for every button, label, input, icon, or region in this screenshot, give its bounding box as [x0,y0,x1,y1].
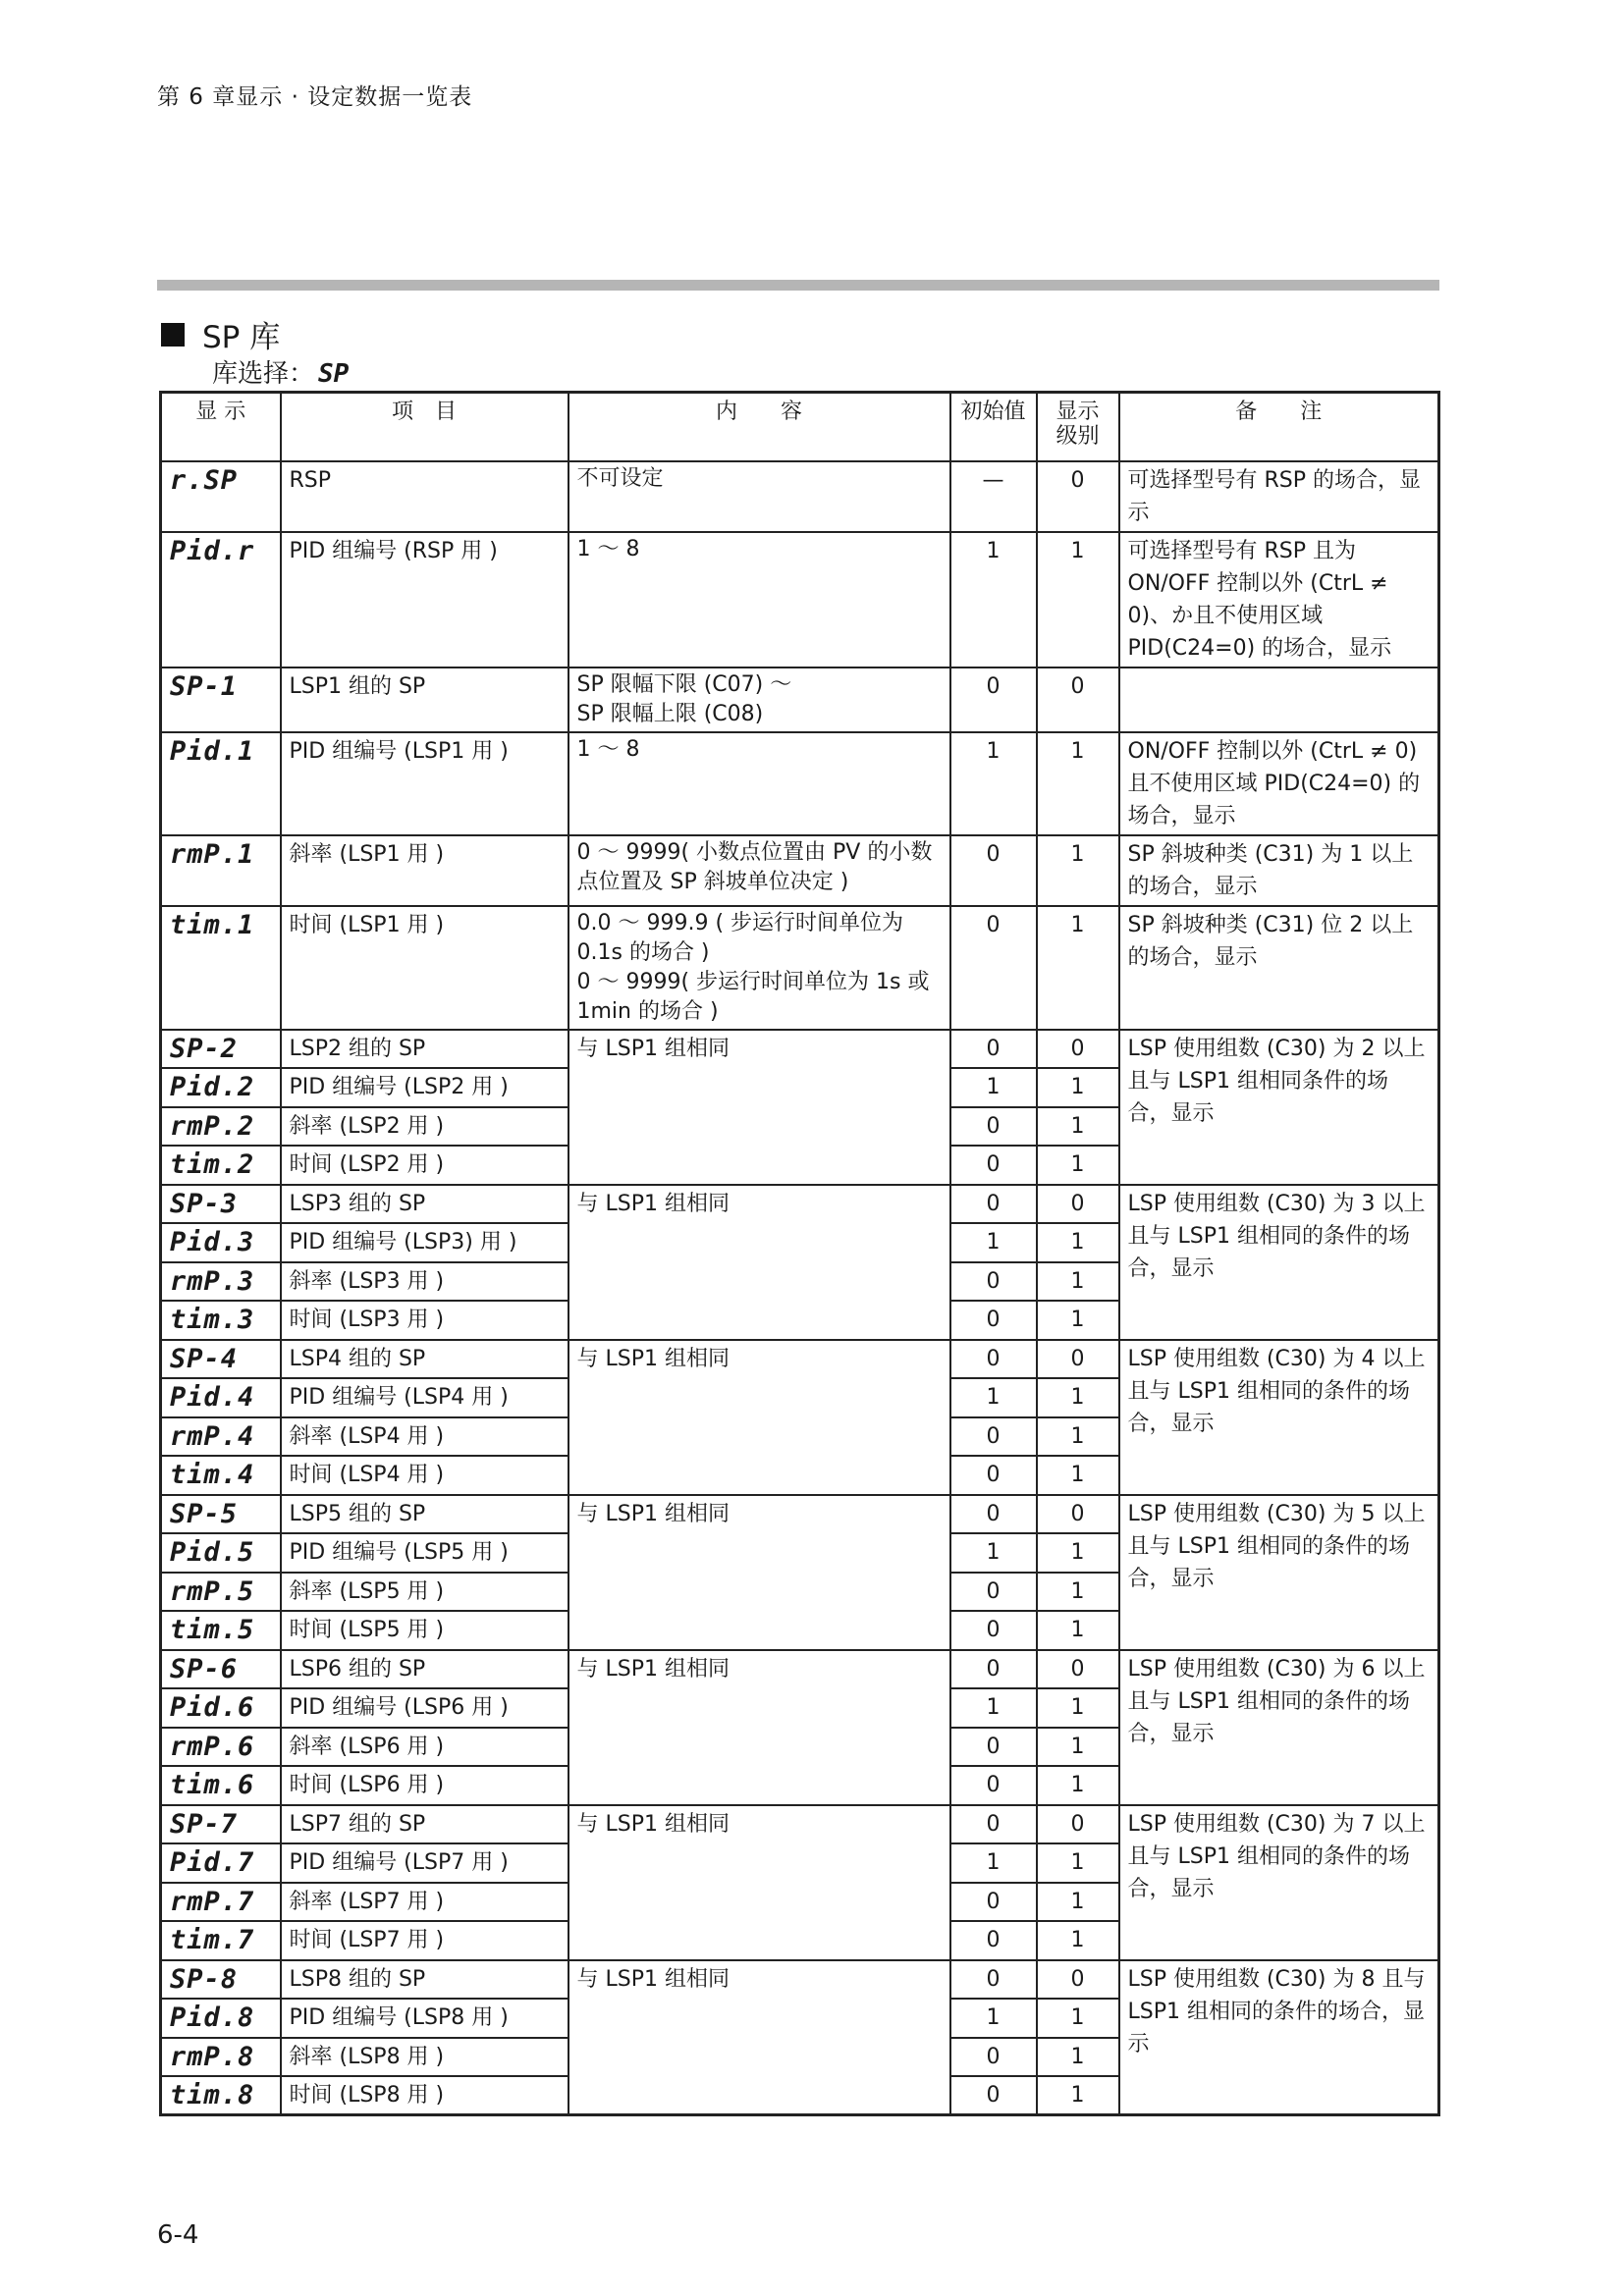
display-level: 1 [1037,2076,1119,2115]
display-code: Pid.5 [161,1533,281,1573]
display-code: tim.8 [161,2076,281,2115]
section-divider [157,280,1439,291]
display-level: 0 [1037,461,1119,532]
display-code: tim.5 [161,1611,281,1650]
initial-value: 0 [950,1960,1037,2000]
initial-value: 0 [950,1728,1037,1767]
table-row [161,906,1439,1030]
display-level: 1 [1037,1107,1119,1147]
display-code: Pid.7 [161,1843,281,1883]
note-cell: SP 斜坡种类 (C31) 为 1 以上的场合，显示 [1119,835,1439,906]
initial-value: 1 [950,1688,1037,1728]
display-level: 1 [1037,1883,1119,1922]
display-level: 1 [1037,732,1119,835]
display-level: 1 [1037,1533,1119,1573]
note-cell: LSP 使用组数 (C30) 为 7 以上且与 LSP1 组相同的条件的场合，显示 [1119,1805,1439,1960]
note-cell: 可选择型号有 RSP 且为 ON/OFF 控制以外 (CtrL ≠ 0)、か且不使用区域 PID(C24=0) 的场合，显示 [1119,532,1439,667]
display-level: 1 [1037,1573,1119,1612]
item-cell: 时间 (LSP5 用 ) [281,1611,568,1650]
initial-value: 0 [950,2038,1037,2077]
item-cell: 斜率 (LSP6 用 ) [281,1728,568,1767]
display-level: 1 [1037,1456,1119,1495]
display-code: rmP.1 [161,835,281,906]
item-cell: 斜率 (LSP5 用 ) [281,1573,568,1612]
display-code: rmP.6 [161,1728,281,1767]
display-level: 1 [1037,1843,1119,1883]
bank-select-code: SP [318,359,350,389]
display-level: 1 [1037,1378,1119,1417]
note-cell [1119,667,1439,732]
content-cell: 与 LSP1 组相同 [568,1960,950,2115]
table-row [161,1340,1439,1379]
item-cell: 时间 (LSP3 用 ) [281,1301,568,1340]
header-level: 显示 级别 [1037,393,1119,461]
sp-bank-table [159,391,1440,2116]
display-code: SP-6 [161,1650,281,1689]
item-cell: RSP [281,461,568,532]
table-row [161,1495,1439,1534]
table-row [161,461,1439,532]
display-level: 1 [1037,1146,1119,1185]
display-code: Pid.r [161,532,281,667]
note-cell: LSP 使用组数 (C30) 为 6 以上且与 LSP1 组相同的条件的场合，显示 [1119,1650,1439,1805]
display-level: 0 [1037,1185,1119,1224]
item-cell: PID 组编号 (LSP7 用 ) [281,1843,568,1883]
item-cell: LSP4 组的 SP [281,1340,568,1379]
display-code: Pid.8 [161,1999,281,2038]
content-cell: 不可设定 [568,461,950,532]
note-cell: LSP 使用组数 (C30) 为 2 以上且与 LSP1 组相同条件的场合，显示 [1119,1030,1439,1185]
item-cell: 时间 (LSP7 用 ) [281,1921,568,1960]
header-item: 项 目 [281,393,568,461]
display-code: Pid.1 [161,732,281,835]
item-cell: PID 组编号 (LSP6 用 ) [281,1688,568,1728]
table-row [161,1650,1439,1689]
item-cell: PID 组编号 (LSP8 用 ) [281,1999,568,2038]
initial-value: 0 [950,1883,1037,1922]
initial-value: 0 [950,1107,1037,1147]
item-cell: LSP3 组的 SP [281,1185,568,1224]
display-code: tim.4 [161,1456,281,1495]
table-row [161,532,1439,667]
header-note: 备 注 [1119,393,1439,461]
display-level: 0 [1037,1805,1119,1844]
initial-value: 0 [950,1766,1037,1805]
display-code: rmP.5 [161,1573,281,1612]
content-cell: 与 LSP1 组相同 [568,1805,950,1960]
item-cell: 时间 (LSP4 用 ) [281,1456,568,1495]
item-cell: LSP8 组的 SP [281,1960,568,2000]
page-number: 6-4 [157,2220,199,2250]
header-display: 显 示 [161,393,281,461]
item-cell: LSP1 组的 SP [281,667,568,732]
display-level: 1 [1037,1728,1119,1767]
content-cell: 与 LSP1 组相同 [568,1030,950,1185]
note-cell: LSP 使用组数 (C30) 为 3 以上且与 LSP1 组相同的条件的场合，显示 [1119,1185,1439,1340]
display-level: 0 [1037,1960,1119,2000]
display-code: SP-4 [161,1340,281,1379]
item-cell: 时间 (LSP1 用 ) [281,906,568,1030]
display-code: SP-2 [161,1030,281,1069]
item-cell: 时间 (LSP2 用 ) [281,1146,568,1185]
item-cell: PID 组编号 (LSP2 用 ) [281,1068,568,1107]
table-row [161,1805,1439,1844]
initial-value: 0 [950,1456,1037,1495]
header-initial: 初始值 [950,393,1037,461]
item-cell: PID 组编号 (LSP5 用 ) [281,1533,568,1573]
initial-value: 0 [950,1611,1037,1650]
display-code: Pid.3 [161,1223,281,1262]
display-code: Pid.2 [161,1068,281,1107]
initial-value: 0 [950,1573,1037,1612]
initial-value: 1 [950,1068,1037,1107]
note-cell: LSP 使用组数 (C30) 为 5 以上且与 LSP1 组相同的条件的场合，显示 [1119,1495,1439,1650]
item-cell: PID 组编号 (LSP3) 用 ) [281,1223,568,1262]
initial-value: 1 [950,1999,1037,2038]
note-cell: ON/OFF 控制以外 (CtrL ≠ 0) 且不使用区域 PID(C24=0) 的场合，显示 [1119,732,1439,835]
table-row [161,667,1439,732]
content-cell: 1 ～ 8 [568,532,950,667]
table-row [161,1185,1439,1224]
table-row [161,1030,1439,1069]
item-cell: LSP7 组的 SP [281,1805,568,1844]
table-header-row [161,393,1439,461]
display-level: 1 [1037,1417,1119,1457]
table-row [161,1960,1439,2000]
initial-value: 1 [950,532,1037,667]
display-code: rmP.2 [161,1107,281,1147]
display-code: SP-1 [161,667,281,732]
section-title [161,312,280,356]
item-cell: PID 组编号 (LSP4 用 ) [281,1378,568,1417]
initial-value: 0 [950,1262,1037,1302]
display-level: 1 [1037,532,1119,667]
display-level: 1 [1037,1301,1119,1340]
initial-value: 0 [950,1417,1037,1457]
item-cell: 斜率 (LSP2 用 ) [281,1107,568,1147]
display-level: 1 [1037,835,1119,906]
display-level: 0 [1037,1495,1119,1534]
initial-value: 0 [950,1650,1037,1689]
content-cell: 与 LSP1 组相同 [568,1185,950,1340]
display-level: 1 [1037,1999,1119,2038]
item-cell: 斜率 (LSP1 用 ) [281,835,568,906]
initial-value: — [950,461,1037,532]
initial-value: 1 [950,1533,1037,1573]
initial-value: 0 [950,1185,1037,1224]
initial-value: 0 [950,667,1037,732]
item-cell: 斜率 (LSP3 用 ) [281,1262,568,1302]
note-cell: LSP 使用组数 (C30) 为 4 以上且与 LSP1 组相同的条件的场合，显示 [1119,1340,1439,1495]
item-cell: LSP2 组的 SP [281,1030,568,1069]
item-cell: 时间 (LSP8 用 ) [281,2076,568,2115]
display-level: 1 [1037,1688,1119,1728]
display-level: 1 [1037,1262,1119,1302]
display-code: tim.1 [161,906,281,1030]
display-code: SP-7 [161,1805,281,1844]
display-code: Pid.6 [161,1688,281,1728]
content-cell: 与 LSP1 组相同 [568,1650,950,1805]
display-level: 0 [1037,1650,1119,1689]
display-level: 0 [1037,1340,1119,1379]
bullet-square-icon [161,323,185,347]
initial-value: 1 [950,1223,1037,1262]
display-code: tim.7 [161,1921,281,1960]
table-row [161,835,1439,906]
display-code: tim.2 [161,1146,281,1185]
item-cell: 斜率 (LSP7 用 ) [281,1883,568,1922]
header-content: 内 容 [568,393,950,461]
item-cell: LSP5 组的 SP [281,1495,568,1534]
display-code: rmP.8 [161,2038,281,2077]
initial-value: 1 [950,1378,1037,1417]
content-cell: 与 LSP1 组相同 [568,1495,950,1650]
display-code: rmP.7 [161,1883,281,1922]
initial-value: 0 [950,2076,1037,2115]
initial-value: 0 [950,835,1037,906]
display-level: 1 [1037,906,1119,1030]
display-level: 0 [1037,667,1119,732]
content-cell: 0 ～ 9999( 小数点位置由 PV 的小数点位置及 SP 斜坡单位决定 ) [568,835,950,906]
item-cell: LSP6 组的 SP [281,1650,568,1689]
item-cell: PID 组编号 (LSP1 用 ) [281,732,568,835]
initial-value: 1 [950,732,1037,835]
initial-value: 0 [950,1921,1037,1960]
table-row [161,732,1439,835]
content-cell: 与 LSP1 组相同 [568,1340,950,1495]
display-code: SP-8 [161,1960,281,2000]
display-level: 1 [1037,1921,1119,1960]
content-cell: SP 限幅下限 (C07) ～ SP 限幅上限 (C08) [568,667,950,732]
bank-select-label [212,353,349,390]
display-level: 1 [1037,1223,1119,1262]
display-code: Pid.4 [161,1378,281,1417]
initial-value: 0 [950,1146,1037,1185]
display-level: 0 [1037,1030,1119,1069]
item-cell: 斜率 (LSP8 用 ) [281,2038,568,2077]
initial-value: 0 [950,1805,1037,1844]
content-cell: 1 ～ 8 [568,732,950,835]
initial-value: 0 [950,1301,1037,1340]
display-code: rmP.3 [161,1262,281,1302]
chapter-header: 第 6 章显示 · 设定数据一览表 [157,84,473,110]
note-cell: 可选择型号有 RSP 的场合，显示 [1119,461,1439,532]
display-level: 1 [1037,1766,1119,1805]
note-cell: LSP 使用组数 (C30) 为 8 且与 LSP1 组相同的条件的场合，显示 [1119,1960,1439,2115]
display-code: tim.3 [161,1301,281,1340]
initial-value: 0 [950,906,1037,1030]
display-code: r.SP [161,461,281,532]
content-cell: 0.0 ～ 999.9 ( 步运行时间单位为 0.1s 的场合 ) 0 ～ 9999( 步运行时间单位为 1s 或 1min 的场合 ) [568,906,950,1030]
item-cell: 时间 (LSP6 用 ) [281,1766,568,1805]
item-cell: 斜率 (LSP4 用 ) [281,1417,568,1457]
initial-value: 0 [950,1340,1037,1379]
initial-value: 1 [950,1843,1037,1883]
display-level: 1 [1037,1068,1119,1107]
display-level: 1 [1037,1611,1119,1650]
display-code: rmP.4 [161,1417,281,1457]
display-level: 1 [1037,2038,1119,2077]
display-code: SP-3 [161,1185,281,1224]
initial-value: 0 [950,1030,1037,1069]
initial-value: 0 [950,1495,1037,1534]
note-cell: SP 斜坡种类 (C31) 位 2 以上的场合，显示 [1119,906,1439,1030]
item-cell: PID 组编号 (RSP 用 ) [281,532,568,667]
section-title-text: SP 库 [202,320,281,355]
bank-select-text: 库选择： [212,359,315,389]
display-code: tim.6 [161,1766,281,1805]
display-code: SP-5 [161,1495,281,1534]
